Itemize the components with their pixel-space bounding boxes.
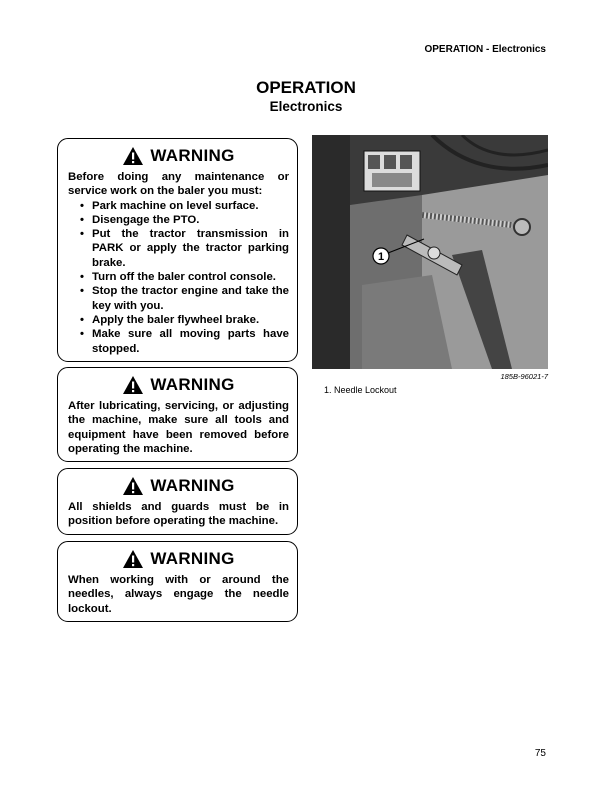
list-item: • Turn off the baler control console. bbox=[80, 270, 289, 284]
warning-intro: Before doing any maintenance or service work on the baler you must: bbox=[68, 171, 289, 198]
photo-illustration bbox=[312, 135, 548, 369]
needle-lockout-photo bbox=[312, 135, 548, 369]
warning-triangle-icon bbox=[122, 549, 144, 569]
list-item: • Apply the baler flywheel brake. bbox=[80, 313, 289, 327]
running-header: OPERATION - Electronics bbox=[424, 44, 546, 55]
page-subtitle: Electronics bbox=[269, 99, 343, 114]
list-item: • Park machine on level surface. bbox=[80, 199, 289, 213]
warning-triangle-icon bbox=[122, 476, 144, 496]
warning-triangle-icon bbox=[122, 375, 144, 395]
page-number: 75 bbox=[534, 748, 546, 759]
warning-box-needles bbox=[57, 541, 298, 622]
warning-text: When working with or around the needles, always engage the needle lockout. bbox=[68, 574, 289, 615]
warning-header bbox=[68, 548, 289, 570]
list-item: • Put the tractor transmission in PARK or apply the tractor parking brake. bbox=[80, 227, 289, 270]
title-block bbox=[0, 78, 612, 115]
callout-number: 1 bbox=[377, 251, 385, 263]
warning-title: WARNING bbox=[150, 549, 235, 568]
warning-header bbox=[68, 374, 289, 396]
figure-legend: 1. Needle Lockout bbox=[324, 385, 397, 395]
list-item: • Disengage the PTO. bbox=[80, 213, 289, 227]
list-item: • Make sure all moving parts have stopped. bbox=[80, 327, 289, 356]
list-item: • Stop the tractor engine and take the key with you. bbox=[80, 284, 289, 313]
page-title: OPERATION bbox=[256, 78, 356, 97]
figure-code: 185B-96021-7 bbox=[500, 372, 548, 381]
warning-title: WARNING bbox=[150, 375, 235, 394]
warning-list bbox=[68, 199, 289, 356]
warning-triangle-icon bbox=[122, 146, 144, 166]
warning-text: All shields and guards must be in position before operating the machine. bbox=[68, 501, 289, 528]
warning-header bbox=[68, 145, 289, 167]
warning-title: WARNING bbox=[150, 476, 235, 495]
warning-box-tools bbox=[57, 367, 298, 462]
warning-text: After lubricating, servicing, or adjusting the machine, make sure all tools and equipment have been removed before operating the machine. bbox=[68, 400, 289, 455]
warning-header bbox=[68, 475, 289, 497]
warning-box-shields bbox=[57, 468, 298, 535]
warning-title: WARNING bbox=[150, 146, 235, 165]
warning-box-maintenance bbox=[57, 138, 298, 362]
